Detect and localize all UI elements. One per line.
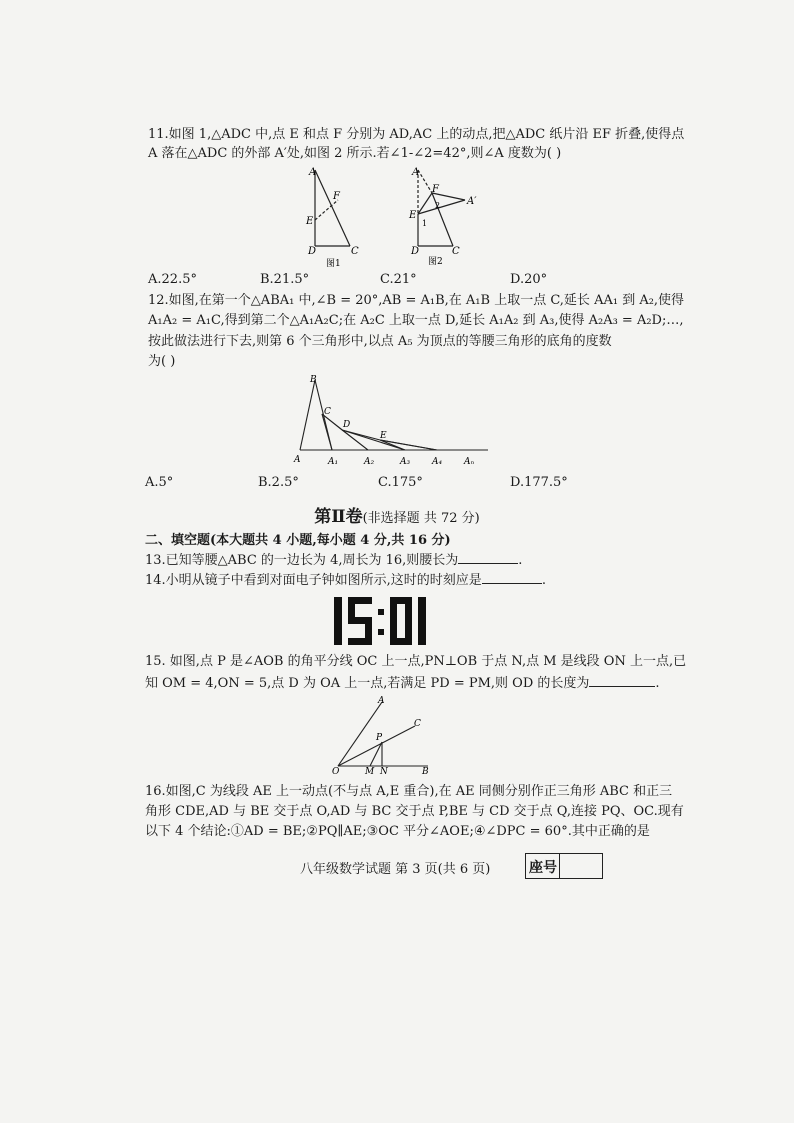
q12-option-a[interactable]: A.5° xyxy=(145,475,174,490)
q12-option-d[interactable]: D.177.5° xyxy=(510,475,568,490)
q12-label-A2: A₂ xyxy=(364,457,375,467)
q11-option-a[interactable]: A.22.5° xyxy=(148,272,197,287)
q16-line2: 角形 CDE,AD 与 BE 交于点 O,AD 与 BC 交于点 P,BE 与 CD 交于点 Q,连接 PQ、OC.现有 xyxy=(145,804,684,819)
q11-label-E: E xyxy=(306,216,314,227)
q11-fig2-caption: 图2 xyxy=(428,257,443,267)
q12-line4: 为( ) xyxy=(148,354,176,369)
q11-figure xyxy=(300,158,490,270)
q12-label-E: E xyxy=(380,431,387,441)
q11-line1: 11.如图 1,△ADC 中,点 E 和点 F 分别为 AD,AC 上的动点,把△ADC 纸片沿 EF 折叠,使得点 xyxy=(148,127,685,142)
q11-angle-2: 2 xyxy=(435,201,441,210)
q11-label-A: A xyxy=(309,167,317,178)
q11-fig2-label-A: A xyxy=(412,167,420,178)
q11-label-F: F xyxy=(333,191,340,202)
q11-option-b[interactable]: B.21.5° xyxy=(260,272,310,287)
q12-line2: A₁A₂ = A₁C,得到第二个△A₁A₂C;在 A₂C 上取一点 D,延长 A₁A₂ 到 A₃,使得 A₂A₃ = A₂D;…, xyxy=(148,313,684,328)
q15-label-B: B xyxy=(422,767,429,774)
section2-heading: 二、填空题(本大题共 4 小题,每小题 4 分,共 16 分) xyxy=(145,533,451,548)
q11-fig1 xyxy=(315,170,350,246)
q12-label-A: A xyxy=(294,455,301,465)
q15-label-A: A xyxy=(378,696,385,706)
q11-fig1-caption: 图1 xyxy=(326,259,341,269)
q15-line1: 15. 如图,点 P 是∠AOB 的角平分线 OC 上一点,PN⊥OB 于点 N,点 M 是线段 ON 上一点,已 xyxy=(145,654,687,669)
q12-label-An: Aₙ xyxy=(464,457,475,467)
seat-label: 座号 xyxy=(529,860,557,876)
q14-answer-blank[interactable] xyxy=(482,571,542,584)
q11-fig2 xyxy=(418,170,465,246)
q11-fig2-label-E: E xyxy=(409,210,417,221)
q12-option-b[interactable]: B.2.5° xyxy=(258,475,299,490)
q14: 14.小明从镜子中看到对面电子钟如图所示,这时的时刻应是 . xyxy=(145,573,546,588)
q16-line3: 以下 4 个结论:①AD = BE;②PQ∥AE;③OC 平分∠AOE;④∠DPC = 60°.其中正确的是 xyxy=(145,824,650,839)
part2-subtitle: (非选择题 共 72 分) xyxy=(362,511,480,526)
q12-label-C: C xyxy=(324,407,331,417)
q16-line1: 16.如图,C 为线段 AE 上一动点(不与点 A,E 重合),在 AE 同侧分别作正三角形 ABC 和正三 xyxy=(145,784,673,799)
q11-fig2-label-C: C xyxy=(452,246,460,257)
page-footer: 八年级数学试题 第 3 页(共 6 页) xyxy=(300,862,491,877)
q15-answer-blank[interactable] xyxy=(589,674,655,687)
q13-text: 13.已知等腰△ABC 的一边长为 4,周长为 16,则腰长为 xyxy=(145,553,459,568)
seat-number-box[interactable] xyxy=(525,853,603,879)
q11-fig2-label-D: D xyxy=(411,246,420,257)
q13: 13.已知等腰△ABC 的一边长为 4,周长为 16,则腰长为 . xyxy=(145,553,523,568)
mirrored-clock-display xyxy=(330,595,430,647)
q12-option-c[interactable]: C.175° xyxy=(378,475,423,490)
q12-figure xyxy=(290,372,500,468)
q11-angle-1: 1 xyxy=(422,219,428,228)
q15-label-P: P xyxy=(376,733,383,743)
q15-label-C: C xyxy=(414,719,421,729)
q12-label-A3: A₃ xyxy=(400,457,411,467)
q15-label-O: O xyxy=(332,767,340,774)
q12-label-A4: A₄ xyxy=(432,457,443,467)
q15-line2-text: 知 OM = 4,ON = 5,点 D 为 OA 上一点,若满足 PD = PM,则 OD 的长度为 xyxy=(145,676,590,691)
q15-label-N: N xyxy=(380,767,388,774)
q14-text: 14.小明从镜子中看到对面电子钟如图所示,这时的时刻应是 xyxy=(145,573,482,588)
q15-line2: 知 OM = 4,ON = 5,点 D 为 OA 上一点,若满足 PD = PM,则 OD 的长度为 . xyxy=(145,676,660,691)
q15-figure xyxy=(330,694,440,774)
q13-answer-blank[interactable] xyxy=(458,551,518,564)
q11-option-c[interactable]: C.21° xyxy=(380,272,417,287)
q11-label-C: C xyxy=(351,246,359,257)
part2-title xyxy=(0,502,794,527)
q11-option-d[interactable]: D.20° xyxy=(510,272,548,287)
q12-line1: 12.如图,在第一个△ABA₁ 中,∠B = 20°,AB = A₁B,在 A₁B 上取一点 C,延长 AA₁ 到 A₂,使得 xyxy=(148,293,685,308)
q11-line2: A 落在△ADC 的外部 A′处,如图 2 所示.若∠1-∠2=42°,则∠A 度数为( ) xyxy=(148,146,562,161)
q12-label-D: D xyxy=(343,420,351,430)
q12-label-A1: A₁ xyxy=(328,457,339,467)
q12-label-B: B xyxy=(310,375,317,385)
q11-fig2-label-A1: A′ xyxy=(467,196,477,207)
q11-label-D: D xyxy=(308,246,317,257)
part2-title-main: 第Ⅱ卷 xyxy=(314,507,363,527)
q11-fig2-label-F: F xyxy=(432,184,439,195)
q15-label-M: M xyxy=(365,767,375,774)
q12-line3: 按此做法进行下去,则第 6 个三角形中,以点 A₅ 为顶点的等腰三角形的底角的度数 xyxy=(148,334,612,349)
seat-divider xyxy=(559,854,560,878)
